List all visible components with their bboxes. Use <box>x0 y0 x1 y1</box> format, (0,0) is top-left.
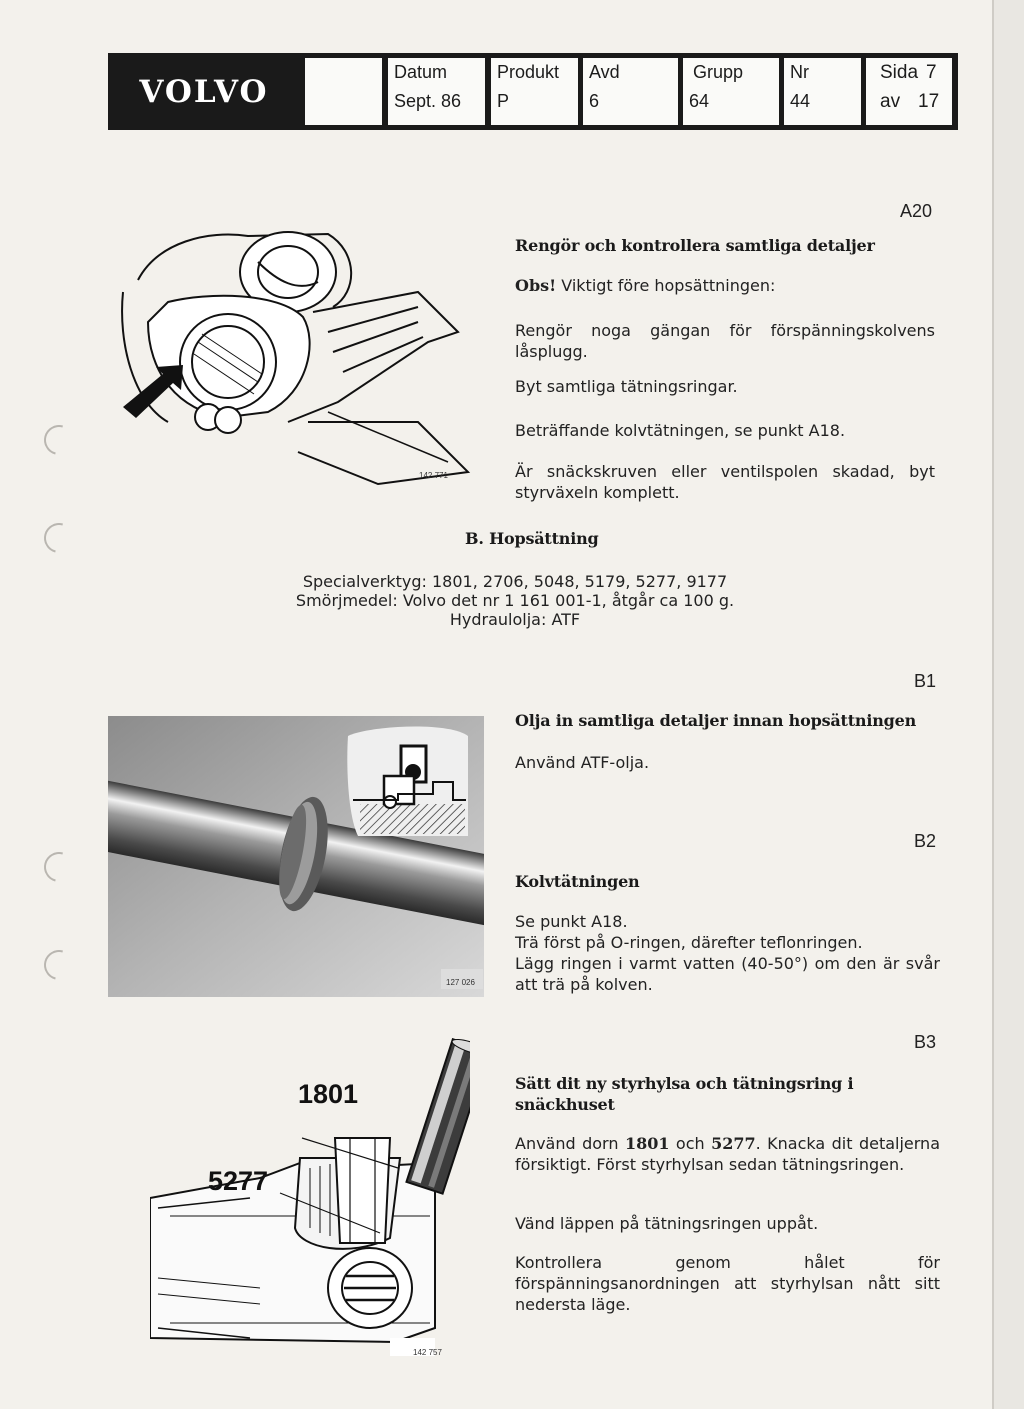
a20-paragraph-4: Är snäckskruven eller ventilspolen skadad, byt styrväxeln komplett. <box>515 462 935 502</box>
figure-code-b3: 142 757 <box>413 1348 442 1357</box>
figure-code-b2: 127 026 <box>446 978 475 987</box>
b2-paragraph-3: Lägg ringen i varmt vatten (40-50°) om den är svår att trä på kolven. <box>515 954 940 994</box>
page-edge-line <box>992 0 994 1409</box>
section-number-b2: B2 <box>914 831 937 851</box>
document-header <box>108 53 958 130</box>
special-tools-line: Specialverktyg: 1801, 2706, 5048, 5179, 5277, 9177 <box>302 572 728 591</box>
header-sida <box>866 58 952 125</box>
piston-seal-photo <box>108 716 484 997</box>
nr-label: Nr <box>790 62 809 82</box>
header-datum <box>388 58 485 125</box>
tool-ref-5277: 5277 <box>711 1134 756 1153</box>
avd-value: 6 <box>589 91 600 111</box>
a20-paragraph-2: Byt samtliga tätningsringar. <box>515 377 738 396</box>
header-avd <box>583 58 678 125</box>
obs-text: Viktigt före hopsättningen: <box>561 276 776 295</box>
sida-label: Sida <box>880 62 919 83</box>
tool-ref-1801: 1801 <box>624 1134 670 1153</box>
header-blank-cell <box>305 58 382 125</box>
heading-b1: Olja in samtliga detaljer innan hopsättningen <box>515 711 917 730</box>
section-number-b3: B3 <box>914 1032 937 1052</box>
b2-paragraph-2: Trä först på O-ringen, därefter teflonringen. <box>515 933 863 952</box>
obs-label: Obs! <box>515 276 557 295</box>
grupp-value: 64 <box>689 91 710 111</box>
b3-paragraph-2: Vänd läppen på tätningsringen uppåt. <box>515 1214 819 1233</box>
figure-code-a20: 142 771 <box>419 471 448 480</box>
sida-value: 7 <box>926 62 937 83</box>
steering-housing-figure <box>118 222 480 494</box>
heading-a20: Rengör och kontrollera samtliga detaljer <box>515 236 875 255</box>
grupp-label: Grupp <box>693 62 744 82</box>
av-value: 17 <box>918 91 940 112</box>
punch-hole <box>39 420 80 461</box>
b3-paragraph-3: Kontrollera genom hålet för förspänningsanordningen att styrhylsan nått sitt nedersta läge. <box>515 1253 940 1314</box>
b1-paragraph-1: Använd ATF-olja. <box>515 753 650 772</box>
section-b-heading: B. Hopsättning <box>465 529 599 548</box>
datum-value: Sept. 86 <box>394 91 462 111</box>
b3-paragraph-1 <box>515 1133 940 1175</box>
hydraulic-oil-line: Hydraulolja: ATF <box>449 610 581 629</box>
page-edge <box>994 0 1024 1409</box>
a20-paragraph-1: Rengör noga gängan för förspänningskolvens låsplugg. <box>515 321 935 361</box>
header-grupp <box>683 58 779 125</box>
avd-label: Avd <box>589 62 620 82</box>
punch-hole <box>39 518 80 559</box>
datum-label: Datum <box>394 62 448 82</box>
b3-text-b: och <box>669 1134 712 1153</box>
b3-text-a: Använd dorn <box>515 1134 625 1153</box>
section-number-a20: A20 <box>900 201 933 221</box>
heading-b3: Sätt dit ny styrhylsa och tätningsring i snäckhuset <box>515 1074 854 1114</box>
produkt-label: Produkt <box>497 62 560 82</box>
tool-label-5277: 5277 <box>208 1166 269 1196</box>
section-number-b1: B1 <box>914 671 937 691</box>
lubricant-line: Smörjmedel: Volvo det nr 1 161 001-1, åtgår ca 100 g. <box>295 591 735 610</box>
b2-paragraph-1: Se punkt A18. <box>515 912 628 931</box>
header-nr <box>784 58 861 125</box>
av-label: av <box>880 91 901 112</box>
nr-value: 44 <box>790 91 811 111</box>
b3-text-c: . Knacka dit detaljerna försiktigt. Först styrhylsan sedan tätningsringen. <box>515 1134 940 1174</box>
obs-line <box>515 275 935 296</box>
header-produkt <box>491 58 578 125</box>
punch-hole <box>39 847 80 888</box>
tool-label-1801: 1801 <box>298 1079 359 1109</box>
produkt-value: P <box>497 91 510 111</box>
heading-b2: Kolvtätningen <box>515 872 640 891</box>
volvo-logo: VOLVO <box>139 73 269 110</box>
punch-hole <box>39 945 80 986</box>
a20-paragraph-3: Beträffande kolvtätningen, se punkt A18. <box>515 421 846 440</box>
